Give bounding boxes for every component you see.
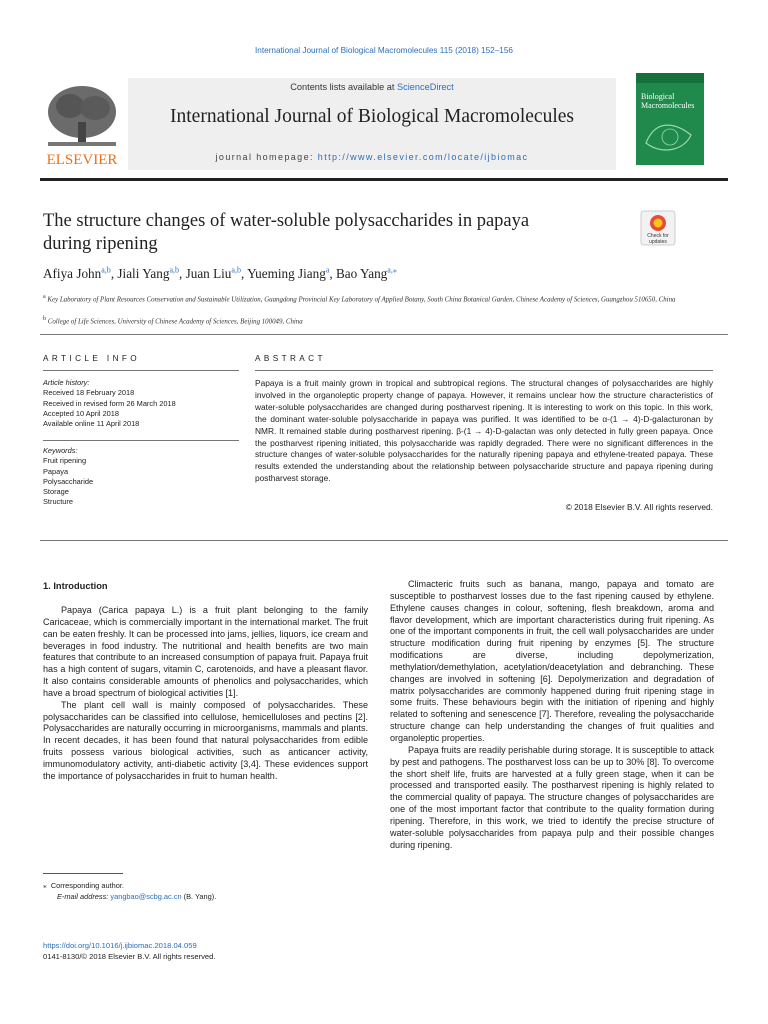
journal-title: International Journal of Biological Macromolecules (170, 106, 574, 127)
body-paragraph: Papaya (Carica papaya L.) is a fruit plant belonging to the family Caricaceae, which is commercially important in the international market. The fruit can be eaten freshly. It can be processed into jams, jellies, liquors, ice cream and beverages in food industry. The nutritional and health benefits are two main features that contribute to an increased consumption of papaya fruit. Papaya fruit has a high content of sugars, vitamin C, carotenoids, and have a pleasant flavor. It also contains considerable amounts of phenolics and polysaccharides, which have a broad spectrum of biological activities [1]. (43, 605, 368, 698)
article-info-heading: ARTICLE INFO (43, 354, 141, 363)
keyword-item: Structure (43, 497, 73, 507)
body-paragraph: The plant cell wall is mainly composed of polysaccharides. These polysaccharides can be classified into cellulose, hemicelluloses and pectins [2]. Polysaccharides are naturally occurring in microorganisms, mammals and plants. In recent decades, it has been found that natural polysaccharides from edible fruits possess various biological activities, such as anticancer activity, immunomodulatory activity, anti-diabetic activity [3,4]. These evidences support the importance of polysaccharides in fruit to human health. (43, 699, 368, 781)
author-item[interactable]: Juan Liu$^{a,b}$, (185, 266, 248, 282)
issn-line: 0141-8130/© 2018 Elsevier B.V. All rights reserved. (43, 952, 216, 961)
history-item: Available online 11 April 2018 (43, 419, 140, 429)
journal-citation[interactable]: International Journal of Biological Macromolecules 115 (2018) 152–156 (255, 46, 513, 55)
article-title: The structure changes of water-soluble polysaccharides in papaya during ripening (43, 211, 530, 254)
keywords-list (43, 446, 239, 508)
abstract-rule (255, 370, 713, 371)
keyword-item: Papaya (43, 466, 69, 476)
body-column-right (390, 579, 714, 851)
author-item[interactable]: Bao Yang$^{a,⁎}$ (335, 266, 397, 282)
homepage-prefix: journal homepage: (215, 152, 318, 162)
article-history (43, 378, 239, 429)
footnote-rule (43, 873, 123, 874)
keywords-rule (43, 440, 239, 441)
abstract-text: Papaya is a fruit mainly grown in tropical and subtropical regions. The structural changes of polysaccharides are highly involved in the organoleptic property change of papaya. However, it remains unclear how the structure characteristics of water-soluble polysaccharides are changed during postharvest ripening. It is interesting to work on this topic. In this work, the dominant water-soluble polysaccharide in papaya was purified. It was identified to be α-(1 → 4)-D-galacturonan by NMR. It remained stable during postharvest ripening. β-(1 → 4)-D-galactan was only detected in fully green papaya. Once the postharvest ripening initiated, this polysaccharide was rapidly degraded. There were no significant differences in the structure changes of water-soluble polysaccharides for the naturally ripening papaya and ethylene-treated papaya. These results extended the understanding about the relationship between polysaccharide structure and papaya ripening during postharvest storage. (255, 378, 713, 484)
body-paragraph: Climacteric fruits such as banana, mango, papaya and tomato are susceptible to postharvest losses due to the fast ripening caused by ethylene. Ethylene causes changes in colour, softening, flesh breakdown, aroma and flavor development, which are important characteristics during fruit ripening. As one of the important components in fruit, the cell wall polysaccharides are under structure modification during fruit ripening by enzymes [5]. The structure modifications are diverse, including depolymerization, methylation/demethylation, acetylation/deacetylation and debranching. These changes are involved in softening [6]. Depolymerization and degradation of matrix polysaccharides are commonly happened during fruit ripening stage in some fruits. These behaviours begin with the initiation of ripening and highly related to softening and senescence [7]. Therefore, revealing the polysaccharide structure change can help understanding the changes of fruit qualities and organoleptic properties. (390, 579, 714, 743)
email-link[interactable]: yangbao@scbg.ac.cn (110, 892, 182, 901)
publisher-wordmark: ELSEVIER (46, 152, 118, 168)
history-item: Received 18 February 2018 (43, 388, 135, 398)
check-for-updates-icon[interactable] (640, 210, 676, 246)
cover-title-1: Biological (641, 92, 675, 101)
abstract-bottom-rule (40, 540, 728, 541)
corresponding-author-line: ⁎ Corresponding author. (43, 881, 124, 890)
corresponding-footnote (43, 880, 216, 902)
cover-title-2: Macromolecules (641, 101, 695, 110)
affiliation-b: $^b$ College of Life Sciences, University of Chinese Academy of Sciences, Beijing 100049, China (43, 316, 303, 326)
body-column-left (43, 605, 368, 783)
abstract-copyright: © 2018 Elsevier B.V. All rights reserved. (565, 502, 713, 512)
keyword-item: Fruit ripening (43, 456, 87, 466)
keywords-label: Keywords: (43, 446, 78, 455)
sciencedirect-link[interactable]: ScienceDirect (397, 82, 454, 92)
body-paragraph: Papaya fruits are readily perishable during storage. It is susceptible to attack by pest and pathogens. The postharvest loss can be up to 30% [8]. To overcome the short shelf life, fruits are harvested at a fully green stage, when it can be processed and transported easily. The postharvest ripening is highly related to the commercial quality of papaya. The structure changes of polysaccharides are one of the most important factor that contribute to the quality formation during ripening. Therefore, in this work, we tried to identify the precise structure of water-soluble polysaccharides from papaya pulp and their possible changes during ripening. (390, 744, 714, 850)
badge-text-2: updates (649, 239, 667, 245)
contents-prefix: Contents lists available at (290, 82, 398, 92)
keyword-item: Polysaccharide (43, 476, 94, 486)
article-footer (43, 940, 215, 962)
homepage-link[interactable]: http://www.elsevier.com/locate/ijbiomac (317, 152, 529, 162)
author-list (43, 266, 397, 282)
history-item: Accepted 10 April 2018 (43, 408, 120, 418)
doi-link[interactable]: https://doi.org/10.1016/j.ijbiomac.2018.04.059 (43, 941, 197, 950)
elsevier-tree-logo (40, 78, 124, 170)
keyword-item: Storage (43, 487, 69, 497)
header-rule (40, 178, 728, 181)
journal-homepage (128, 152, 616, 162)
email-line: E-mail address: yangbao@scbg.ac.cn (B. Yang). (57, 892, 217, 901)
contents-line (128, 82, 616, 92)
author-item[interactable]: Yueming Jiang$^a$, (247, 266, 336, 282)
history-label: Article history: (43, 378, 90, 387)
section-heading: 1. Introduction (43, 581, 108, 591)
badge-text-1: Check for (647, 233, 669, 239)
abstract-heading: ABSTRACT (255, 354, 326, 363)
journal-cover-image (636, 73, 704, 165)
article-info-rule (43, 370, 239, 371)
author-item[interactable]: Jiali Yang$^{a,b}$, (117, 266, 186, 282)
affiliation-a: $^a$ Key Laboratory of Plant Resources Conservation and Sustainable Utilization, Guangdong Provincial Key Laboratory of Applied Botany, South China Botanical Garden, Chinese Academy of Sciences, Guangzhou 510650, China (43, 294, 676, 304)
info-top-rule (40, 334, 728, 335)
history-item: Received in revised form 26 March 2018 (43, 398, 176, 408)
author-item[interactable]: Afiya John$^{a,b}$, (43, 266, 118, 282)
